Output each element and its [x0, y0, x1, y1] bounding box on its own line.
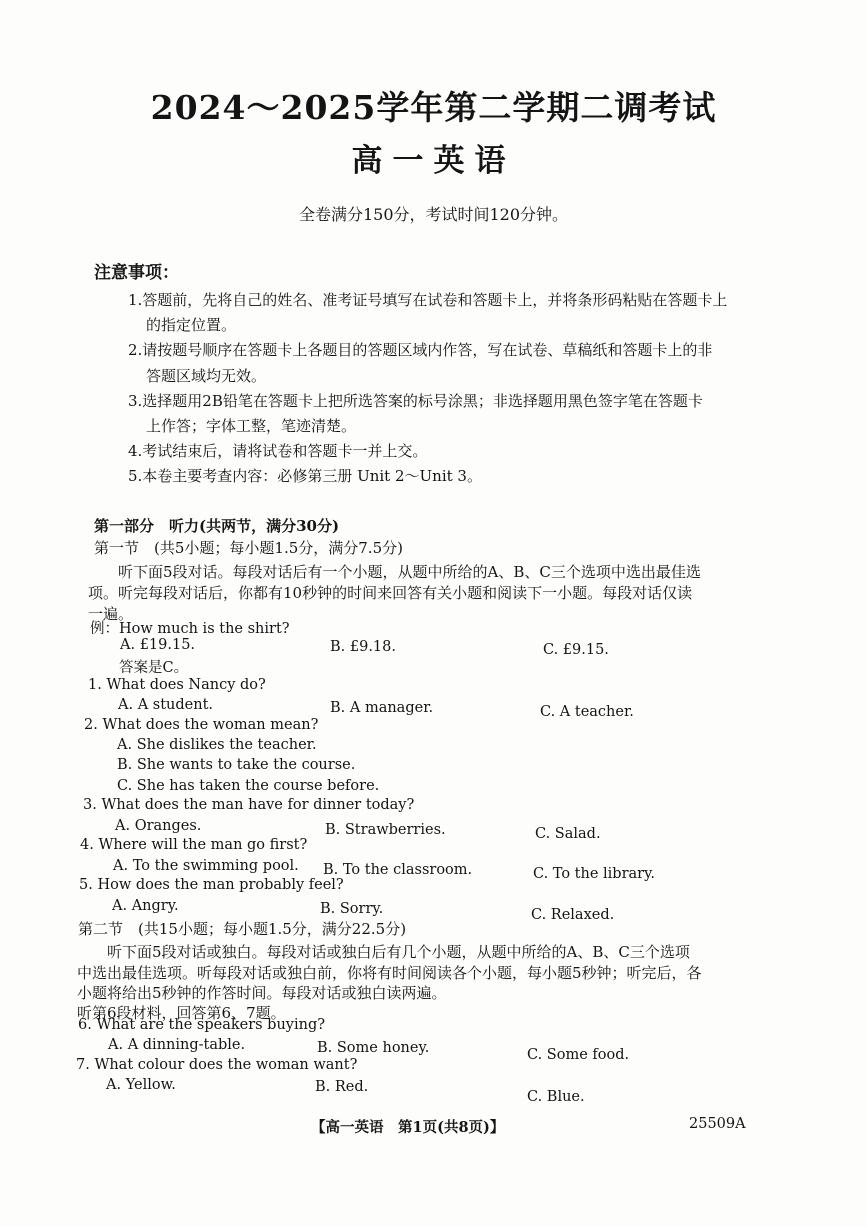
example-option-a: A. £19.15.: [120, 637, 196, 653]
note-item-cont: 上作答；字体工整，笔迹清楚。: [146, 417, 357, 435]
option-c: C. Salad.: [535, 826, 601, 842]
option-b: B. Red.: [315, 1079, 369, 1095]
note-item-cont: 答题区域均无效。: [146, 367, 267, 385]
option-a: A. A dinning-table.: [108, 1037, 246, 1053]
option-b: B. Sorry.: [320, 901, 384, 917]
option-a: A. She dislikes the teacher.: [117, 737, 317, 753]
note-item: 2.请按题号顺序在答题卡上各题目的答题区域内作答，写在试卷、草稿纸和答题卡上的非: [128, 341, 713, 359]
example-answer: 答案是C。: [119, 660, 189, 676]
question: 4. Where will the man go first?: [80, 837, 308, 853]
example-option-c: C. £9.15.: [543, 642, 609, 658]
option-c: C. She has taken the course before.: [117, 778, 380, 794]
option-c: C. To the library.: [533, 866, 655, 882]
option-c: C. Relaxed.: [531, 907, 615, 923]
section2-instruction: 听第6段材料，回答第6、7题。: [77, 1004, 286, 1022]
option-c: C. Blue.: [527, 1089, 585, 1105]
section1-heading: 第一节 (共5小题；每小题1.5分，满分7.5分): [94, 539, 403, 557]
note-item: 1.答题前，先将自己的姓名、准考证号填写在试卷和答题卡上，并将条形码粘贴在答题卡上: [128, 291, 728, 309]
section1-instruction: 听下面5段对话。每段对话后有一个小题，从题中所给的A、B、C三个选项中选出最佳选: [118, 563, 701, 581]
note-item: 3.选择题用2B铅笔在答题卡上把所选答案的标号涂黑；非选择题用黑色签字笔在答题卡: [128, 392, 703, 410]
option-b: B. Strawberries.: [325, 822, 446, 838]
example-question: 例：How much is the shirt?: [90, 621, 290, 637]
option-a: A. Yellow.: [106, 1077, 176, 1093]
question: 1. What does Nancy do?: [88, 677, 266, 693]
section2-instruction: 小题将给出5秒钟的作答时间。每段对话或独白读两遍。: [77, 984, 447, 1002]
example-option-b: B. £9.18.: [330, 639, 396, 655]
option-b: B. She wants to take the course.: [117, 757, 356, 773]
option-b: B. A manager.: [330, 700, 434, 716]
option-a: A. Oranges.: [115, 818, 202, 834]
section2-instruction: 听下面5段对话或独白。每段对话或独白后有几个小题，从题中所给的A、B、C三个选项: [107, 943, 690, 961]
option-a: A. A student.: [118, 697, 214, 713]
paper-code: 25509A: [689, 1116, 746, 1132]
note-item-cont: 的指定位置。: [146, 316, 237, 334]
part1-heading: 第一部分 听力(共两节，满分30分): [94, 517, 340, 535]
question: 2. What does the woman mean?: [84, 717, 319, 733]
section1-instruction: 一遍。: [88, 605, 134, 623]
section2-instruction: 中选出最佳选项。听每段对话或独白前，你将有时间阅读各个小题，每小题5秒钟；听完后，各: [77, 964, 702, 982]
exam-info: 全卷满分150分，考试时间120分钟。: [298, 205, 569, 224]
question: 6. What are the speakers buying?: [78, 1017, 326, 1033]
note-item: 5.本卷主要考查内容：必修第三册 Unit 2～Unit 3。: [128, 467, 482, 485]
exam-subject: 高一英语: [351, 143, 516, 179]
question: 7. What colour does the woman want?: [76, 1057, 358, 1073]
question: 3. What does the man have for dinner today?: [83, 797, 415, 813]
section2-heading: 第二节 (共15小题；每小题1.5分，满分22.5分): [78, 920, 407, 938]
option-c: C. Some food.: [527, 1047, 630, 1063]
exam-title: 2024～2025学年第二学期二调考试: [150, 88, 717, 127]
option-b: B. Some honey.: [317, 1040, 430, 1056]
option-a: A. To the swimming pool.: [113, 858, 299, 874]
notes-heading: 注意事项：: [94, 263, 179, 283]
question: 5. How does the man probably feel?: [79, 877, 344, 893]
section1-instruction: 项。听完每段对话后，你都有10秒钟的时间来回答有关小题和阅读下一小题。每段对话仅读: [88, 584, 693, 602]
option-b: B. To the classroom.: [323, 862, 473, 878]
option-c: C. A teacher.: [540, 704, 634, 720]
note-item: 4.考试结束后，请将试卷和答题卡一并上交。: [128, 442, 428, 460]
page-footer: 【高一英语 第1页(共8页)】: [311, 1119, 505, 1136]
option-a: A. Angry.: [112, 898, 179, 914]
